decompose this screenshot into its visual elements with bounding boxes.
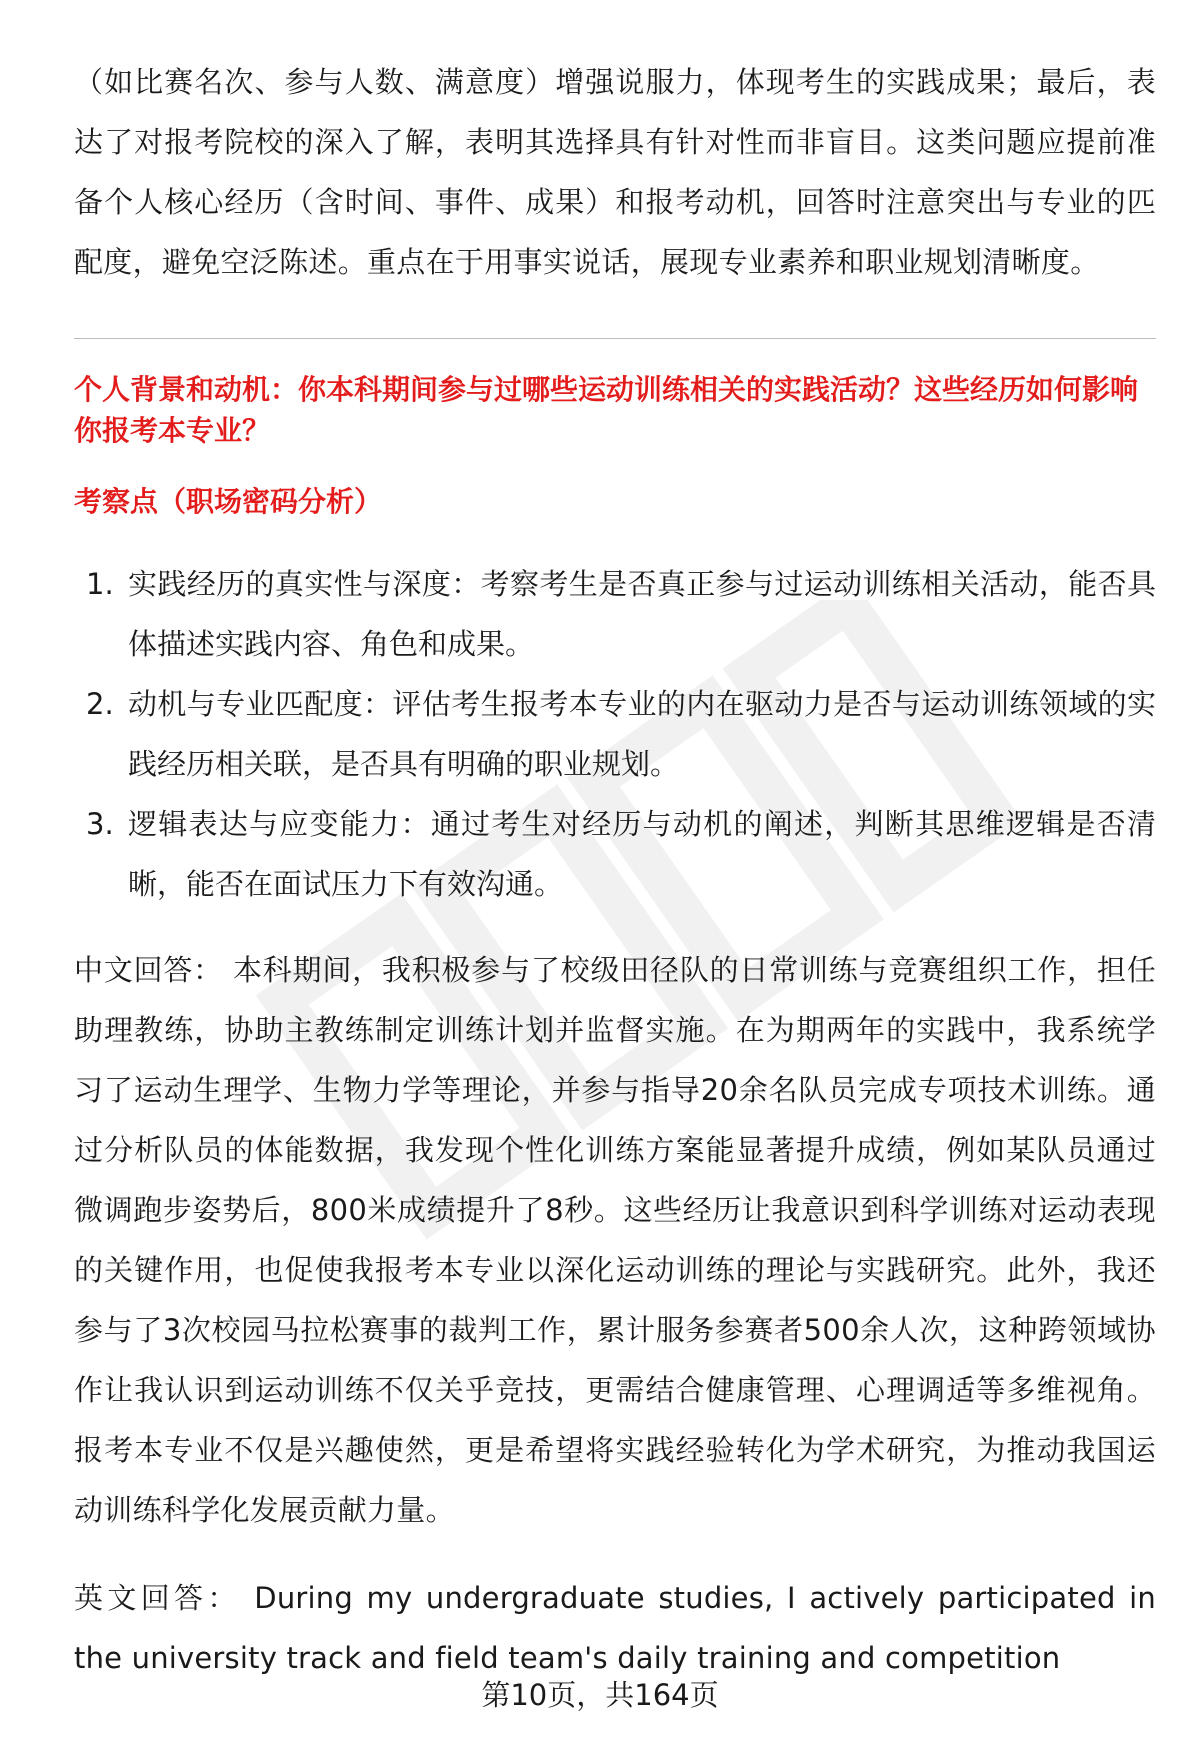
point-text: 动机与专业匹配度：评估考生报考本专业的内在驱动力是否与运动训练领域的实践经历相关联，是否具有明确的职业规划。 bbox=[128, 687, 1156, 781]
assessment-point bbox=[74, 554, 1156, 674]
chinese-answer: 中文回答： 本科期间，我积极参与了校级田径队的日常训练与竞赛组织工作，担任助理教练，协助主教练制定训练计划并监督实施。在为期两年的实践中，我系统学习了运动生理学、生物力学等理论，并参与指导20余名队员完成专项技术训练。通过分析队员的体能数据，我发现个性化训练方案能显著提升成绩，例如某队员通过微调跑步姿势后，800米成绩提升了8秒。这些经历让我意识到科学训练对运动表现的关键作用，也促使我报考本专业以深化运动训练的理论与实践研究。此外，我还参与了3次校园马拉松赛事的裁判工作，累计服务参赛者500余人次，这种跨领域协作让我认识到运动训练不仅关乎竞技，更需结合健康管理、心理调适等多维视角。报考本专业不仅是兴趣使然，更是希望将实践经验转化为学术研究，为推动我国运动训练科学化发展贡献力量。 bbox=[74, 953, 1156, 1527]
point-number: 1. bbox=[86, 567, 114, 601]
interview-question: 个人背景和动机：你本科期间参与过哪些运动训练相关的实践活动？这些经历如何影响你报考本专业？ bbox=[74, 373, 1139, 447]
assessment-point bbox=[74, 794, 1156, 914]
point-number: 3. bbox=[86, 807, 114, 841]
point-text: 逻辑表达与应变能力：通过考生对经历与动机的阐述，判断其思维逻辑是否清晰，能否在面试压力下有效沟通。 bbox=[128, 807, 1156, 901]
page-number-footer: 第10页，共164页 bbox=[481, 1678, 719, 1712]
english-answer: 英文回答： During my undergraduate studies, I actively participated in the university track and field team's daily training and competition bbox=[74, 1581, 1156, 1675]
assessment-point bbox=[74, 674, 1156, 794]
assessment-heading: 考察点（职场密码分析） bbox=[74, 485, 383, 518]
point-text: 实践经历的真实性与深度：考察考生是否真正参与过运动训练相关活动，能否具体描述实践内容、角色和成果。 bbox=[128, 567, 1156, 661]
point-number: 2. bbox=[86, 687, 114, 721]
section-divider bbox=[74, 338, 1156, 339]
assessment-points-list bbox=[74, 554, 1156, 914]
intro-paragraph: （如比赛名次、参与人数、满意度）增强说服力，体现考生的实践成果；最后，表达了对报考院校的深入了解，表明其选择具有针对性而非盲目。这类问题应提前准备个人核心经历（含时间、事件、成果）和报考动机，回答时注意突出与专业的匹配度，避免空泛陈述。重点在于用事实说话，展现专业素养和职业规划清晰度。 bbox=[74, 65, 1156, 279]
